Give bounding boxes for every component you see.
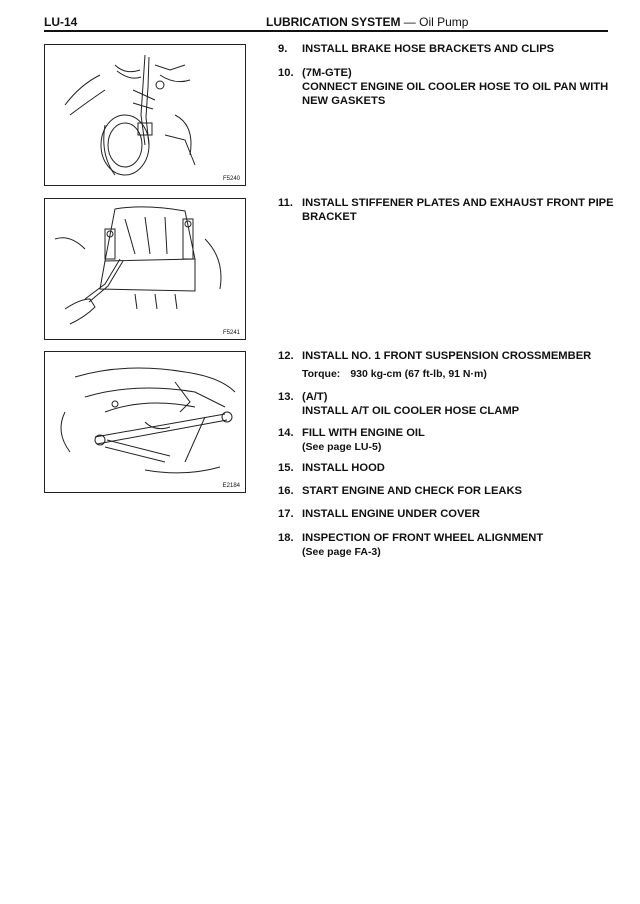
figure-id: F5240 (222, 176, 240, 182)
page-title (266, 15, 468, 29)
step-text: INSTALL BRAKE HOSE BRACKETS AND CLIPS (302, 43, 555, 55)
step-number: 15. (278, 462, 294, 474)
figure-crossmember (44, 351, 246, 493)
step-number: 11. (278, 197, 293, 209)
step-text: INSTALL HOOD (302, 462, 385, 474)
step-text: INSTALL STIFFENER PLATES AND EXHAUST FRONT PIPE (302, 197, 614, 209)
figure-brake-hose (44, 44, 246, 186)
page-code: LU-14 (44, 15, 78, 29)
section-title: LUBRICATION SYSTEM (266, 15, 401, 29)
step-reference: (See page LU-5) (302, 441, 382, 453)
step-condition: (7M-GTE) (302, 67, 352, 79)
figure-id: F5241 (222, 330, 240, 336)
step-text: FILL WITH ENGINE OIL (302, 427, 425, 439)
page-header (44, 13, 608, 31)
step-number: 12. (278, 350, 294, 362)
brake-hose-illustration (45, 45, 245, 185)
stiffener-plates-illustration (45, 199, 245, 339)
step-number: 18. (278, 532, 294, 544)
step-text: NEW GASKETS (302, 95, 386, 107)
step-number: 10. (278, 67, 294, 79)
crossmember-illustration (45, 352, 245, 492)
step-text: INSTALL A/T OIL COOLER HOSE CLAMP (302, 405, 520, 417)
step-number: 9. (278, 43, 288, 55)
figure-stiffener-plates (44, 198, 246, 340)
torque-spec (302, 367, 608, 381)
step-text: INSTALL NO. 1 FRONT SUSPENSION CROSSMEMBER (302, 350, 592, 362)
step-condition: (A/T) (302, 391, 328, 403)
step-text: INSTALL ENGINE UNDER COVER (302, 508, 480, 520)
step-number: 14. (278, 427, 294, 439)
subsection-title: Oil Pump (419, 15, 469, 29)
step-text: INSPECTION OF FRONT WHEEL ALIGNMENT (302, 532, 544, 544)
torque-label: Torque: (302, 368, 341, 380)
step-number: 13. (278, 391, 294, 403)
title-separator: — (400, 15, 420, 29)
figure-id: E2184 (222, 483, 240, 489)
step-text: CONNECT ENGINE OIL COOLER HOSE TO OIL PAN WITH (302, 81, 609, 93)
step-text: START ENGINE AND CHECK FOR LEAKS (302, 485, 523, 497)
step-number: 16. (278, 485, 294, 497)
torque-value: 930 kg-cm (67 ft-lb, 91 N·m) (350, 368, 487, 380)
step-number: 17. (278, 508, 294, 520)
step-text: BRACKET (302, 211, 357, 223)
step-reference: (See page FA-3) (302, 546, 381, 558)
header-rule (44, 30, 608, 32)
